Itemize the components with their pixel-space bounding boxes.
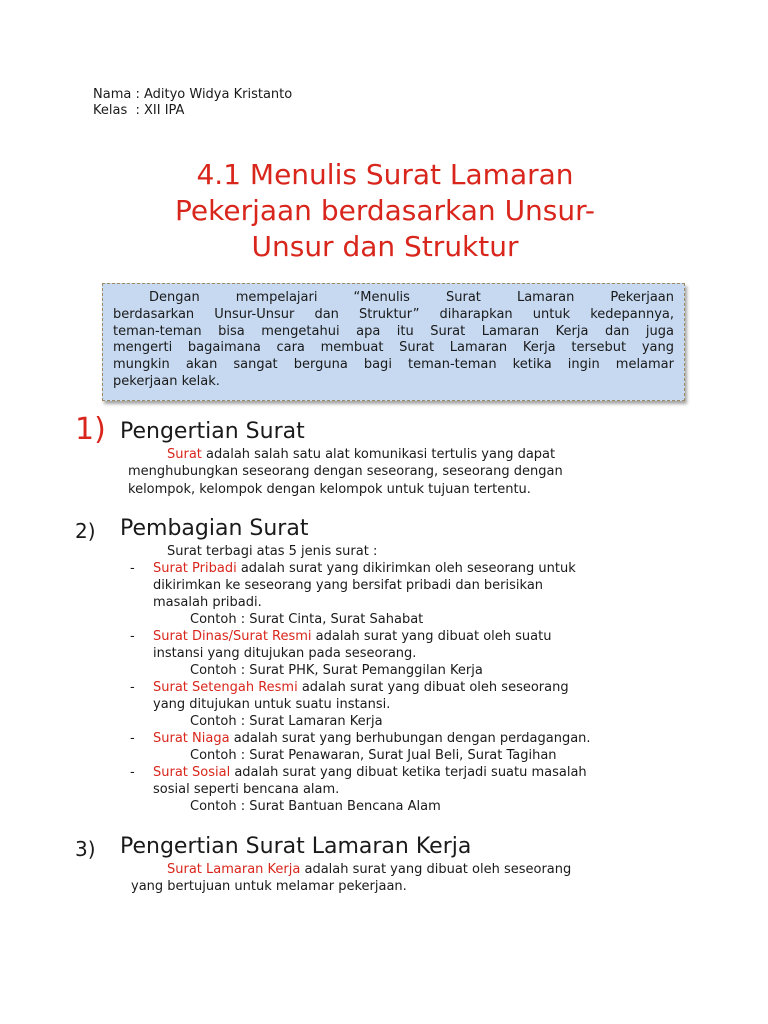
list-item: Surat Setengah Resmi adalah surat yang dibuat oleh seseorang [153, 680, 569, 695]
list-item: Surat Sosial adalah surat yang dibuat ketika terjadi suatu masalah [153, 765, 587, 780]
list-item-example: Contoh : Surat Cinta, Surat Sahabat [190, 612, 424, 627]
title-line-3: Unsur dan Struktur [251, 230, 519, 263]
intro-line-1: Dengan mempelajari “Menulis Surat Lamaran Pekerjaan [149, 290, 674, 305]
bullet-dash: - [130, 629, 135, 644]
bullet-dash: - [130, 680, 135, 695]
section-1-line-3: kelompok, kelompok dengan kelompok untuk tujuan tertentu. [128, 482, 531, 497]
term-surat-sosial: Surat Sosial [153, 765, 231, 780]
section-1-line-2: menghubungkan seseorang dengan seseorang, seseorang dengan [128, 464, 563, 479]
list-item-line: yang ditujukan untuk suatu instansi. [153, 697, 391, 712]
section-2-title: Pembagian Surat [120, 516, 309, 541]
term-surat-lamaran-kerja: Surat Lamaran Kerja [167, 862, 301, 877]
list-item-example: Contoh : Surat Lamaran Kerja [190, 714, 383, 729]
section-1-line-1: Surat adalah salah satu alat komunikasi tertulis yang dapat [167, 447, 556, 462]
section-2-number: 2) [75, 519, 96, 543]
list-item-line: masalah pribadi. [153, 595, 262, 610]
bullet-dash: - [130, 765, 135, 780]
intro-line-6: pekerjaan kelak. [113, 373, 220, 389]
section-1-title: Pengertian Surat [120, 419, 305, 444]
section-3-title: Pengertian Surat Lamaran Kerja [120, 834, 472, 859]
title-line-1: 4.1 Menulis Surat Lamaran [196, 158, 574, 191]
term-surat-dinas: Surat Dinas/Surat Resmi [153, 629, 312, 644]
intro-line-4: mengerti bagaimana cara membuat Surat Lamaran Kerja tersebut yang [113, 340, 674, 356]
section-2-intro: Surat terbagi atas 5 jenis surat : [167, 544, 378, 559]
section-3-line-1: Surat Lamaran Kerja adalah surat yang dibuat oleh seseorang [167, 862, 572, 877]
list-item: Surat Pribadi adalah surat yang dikirimkan oleh seseorang untuk [153, 561, 576, 576]
list-item: Surat Dinas/Surat Resmi adalah surat yang dibuat oleh suatu [153, 629, 552, 644]
term-surat-setengah-resmi: Surat Setengah Resmi [153, 680, 298, 695]
list-item-line: dikirimkan ke seseorang yang bersifat pribadi dan berisikan [153, 578, 544, 593]
list-item-line: sosial seperti bencana alam. [153, 782, 340, 797]
intro-line-3: teman-teman bisa mengetahui apa itu Surat Lamaran Kerja dan juga [113, 323, 674, 339]
term-surat: Surat [167, 447, 202, 462]
list-item-line: instansi yang ditujukan pada seseorang. [153, 646, 417, 661]
student-class: Kelas : XII IPA [93, 103, 185, 118]
section-3-line-2: yang bertujuan untuk melamar pekerjaan. [131, 879, 407, 894]
intro-box [102, 283, 685, 401]
page-title [90, 157, 680, 265]
term-surat-pribadi: Surat Pribadi [153, 561, 237, 576]
section-1-number: 1) [75, 412, 106, 447]
student-name: Nama : Adityo Widya Kristanto [93, 87, 293, 102]
list-item-example: Contoh : Surat PHK, Surat Pemanggilan Kerja [190, 663, 483, 678]
list-item-example: Contoh : Surat Penawaran, Surat Jual Beli, Surat Tagihan [190, 748, 557, 763]
section-3-number: 3) [75, 837, 96, 861]
bullet-dash: - [130, 561, 135, 576]
term-surat-niaga: Surat Niaga [153, 731, 230, 746]
bullet-dash: - [130, 731, 135, 746]
title-line-2: Pekerjaan berdasarkan Unsur- [175, 194, 595, 227]
intro-line-5: mungkin akan sangat berguna bagi teman-teman ketika ingin melamar [113, 357, 674, 373]
list-item: Surat Niaga adalah surat yang berhubungan dengan perdagangan. [153, 731, 591, 746]
intro-line-2: berdasarkan Unsur-Unsur dan Struktur” diharapkan untuk kedepannya, [113, 306, 674, 322]
list-item-example: Contoh : Surat Bantuan Bencana Alam [190, 799, 441, 814]
